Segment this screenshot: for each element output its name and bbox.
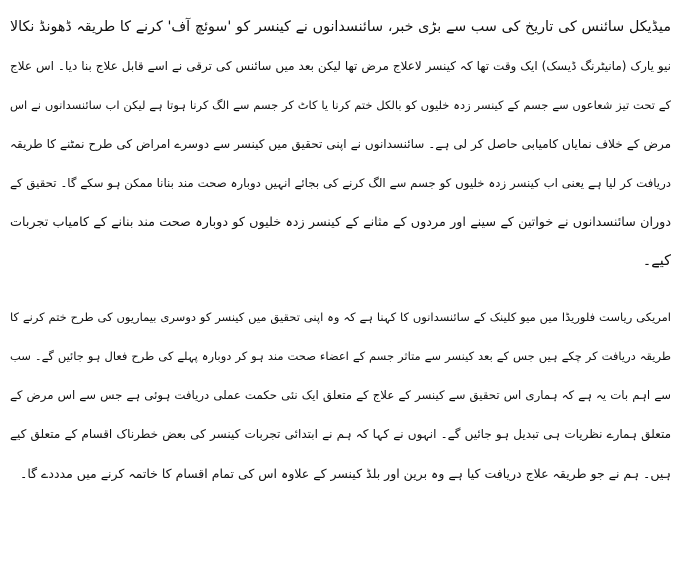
article-line: سے اہم بات یہ ہے کہ ہماری اس تحقیق سے کینسر کے علاج کے متعلق ایک نئی حکمت عملی دریافت ہوئی ہے جس سے اس مرض کے <box>10 388 671 402</box>
article-line: دوران سائنسدانوں نے خواتین کے سینے اور مردوں کے مثانے کے کینسر زدہ خلیوں کو دوبارہ صحت مند بنانے کے کامیاب تجربات <box>10 215 671 230</box>
paragraph-gap <box>10 281 671 298</box>
article-paragraph-2 <box>10 298 671 493</box>
article-line: میڈیکل سائنس کی تاریخ کی سب سے بڑی خبر، سائنسدانوں نے کینسر کو 'سوئچ آف' کرنے کا طریقہ ڈھونڈ نکالا <box>10 19 671 35</box>
article-line: مرض کے خلاف نمایاں کامیابی حاصل کر لی ہے۔ سائنسدانوں نے اپنی تحقیق میں کینسر سے دوسرے امراض کی طرح نمٹنے کا طریقہ <box>10 137 671 151</box>
article-line: کے تحت تیز شعاعوں سے جسم کے کینسر زدہ خلیوں کو بالکل ختم کرنا یا کاٹ کر جسم سے الگ کرنا ہوتا ہے لیکن اب سائنسدانوں نے اس <box>10 98 671 112</box>
article-line: امریکی ریاست فلوریڈا میں میو کلینک کے سائنسدانوں کا کہنا ہے کہ وہ اپنی تحقیق میں کینسر کو دوسری بیماریوں کی طرح ختم کرنے کا <box>10 310 671 324</box>
article-line: نیو یارک (مانیٹرنگ ڈیسک) ایک وقت تھا کہ کینسر لاعلاج مرض تھا لیکن بعد میں سائنس کی ترقی نے اسے قابل علاج بنا دیا۔ اس علاج <box>10 59 671 73</box>
article-line: متعلق ہمارے نظریات ہی تبدیل ہو جائیں گے۔ انہوں نے کہا کہ ہم نے ابتدائی تجربات کینسر کی بعض خطرناک اقسام کے متعلق کیے <box>10 427 671 441</box>
article-paragraph-1 <box>10 8 671 281</box>
article-line: طریقہ دریافت کر چکے ہیں جس کے بعد کینسر سے متاثر جسم کے اعضاء صحت مند ہو کر دوبارہ پہلے کی طرح فعال ہو جائیں گے۔ سب <box>10 349 671 363</box>
article-line: ہیں۔ ہم نے جو طریقہ علاج دریافت کیا ہے وہ برین اور بلڈ کینسر کے علاوہ اس کی تمام اقسام کا خاتمہ کرنے میں مدددے گا۔ <box>20 466 671 481</box>
article-line: دریافت کر لیا ہے یعنی اب کینسر زدہ خلیوں کو جسم سے الگ کرنے کی بجائے انہیں دوبارہ صحت مند بنانا ممکن ہو سکے گا۔ تحقیق کے <box>10 176 671 190</box>
article-line: کیے۔ <box>642 253 671 269</box>
